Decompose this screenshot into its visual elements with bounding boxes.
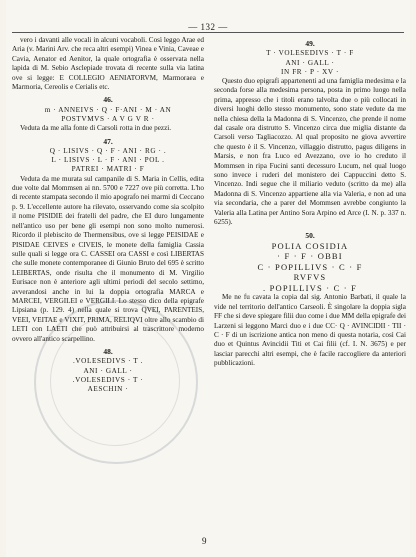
inscription-number: 46. <box>103 95 113 105</box>
paragraph: Questo duo epigrafi appartenenti ad una famiglia medesima e la seconda forse alla medesima persona, posta in primo luogo nella prima, appresso che i titoli erano talvolta due o più collocati in diversi luoghi dello stesso monumento, sono state vedute da me nella chiesa della la Madonna di S. Vincenzo, che prende il nome dal casale ora distrutto S. Vincenzo circa due miglia distante da Carsoli verso Tagliacozzo. Al qual proposito ne giova avvertire che questo è il S. Vincenzo, villaggio distrutto, pagus diligens in Marsis, e non fra Luco ed Avezzano, ove io ho creduto il Mommsen in ripa Fucini santi decessuro Lucum, nel qual luogo sono invece i ruderi del monistero dei Cappuccini detto S. Vincenzo. Indi segue che il miliario veduto (scritto da me) alla Madonna di S. Vincenzo appartiene alla via Valeria, e non ad una via secondaria, che a parer del Mommsen avrebbe congiunto la Valeria alla Latina per Antino Sora Arpino ed Arce (I. N. p. 337 n. 6255). <box>214 77 406 227</box>
inscription-line: .VOLESEDIVS · T . <box>72 357 144 366</box>
paragraph: Veduta da me alla fonte di Carsoli rotta in due pezzi. <box>20 124 172 133</box>
inscription-line: T · VOLESEDIVS · T · F <box>266 49 354 58</box>
inscription-line: .VOLESEDIVS · T · <box>72 375 144 384</box>
footer-mark: 9 <box>202 536 207 546</box>
page-number: — 132 — <box>188 22 228 32</box>
inscription-number: 49. <box>305 39 315 48</box>
paragraph: Me ne fu cavata la copia dal sig. Antonio Barbati, il quale la vide nel territorio dell'antico Carseoli. È singolare la doppia sigla FF che si deve spiegare filii duo come i due MM della epigrafe dei Larzeni si leggono Marci duo e i due CC· Q · AVINCIDII · TII · C · F di un iscrizione antica non meno di questa notaria, così Cai duo et Quintus Avincidii Titi et Cai filii (cf. I. N. 3675) e per lasciar parecchi altri esempi, che è facile raccogliere da anteriori pubblicazioni. <box>214 293 406 368</box>
inscription-line: ANI · GALL · <box>285 58 335 67</box>
inscription-line: IN FR · P · XV · <box>281 67 339 76</box>
paragraph: Veduta da me murata sul campanile di S. Maria in Cellis, edita due volte dal Mommsen ai nn. 5700 e 7227 ove più corretta. L'ho di recente stampata secondo il mio apografo nei marmi di Ceccano p. 9. L'eccellente autore ha rilevato, osservando come sia scolpito il nome PISIDIE dei fratelli del padre, che EI duro lungamente nell'antico uso per bene gli esempi non sono molto numerosi. Ricordo il plebiscito de Thermensibus, ove si legge PEISIDAE e PISIDAE CEIVES e CIVEIS, le monete della famiglia Cassia sulle quali si legge ora C. CASSEI ora CASSI e così LIBERTAS che sulle monete contemporanee di Giunio Bruto del 695 è scritto LEIBERTAS, onde risulta che il monumento di M. Virgilio Eurisace non è anteriore agli ultimi periodi del secolo settimo, avverandosi anche in lui la doppia ortografia MARCA e MARCEI, VERGILEI e VERGILI. Lo stesso dico della epigrafe Lipsiana (p. 129. 4) nella quale si trova QVEI, PARENTEIS, VEEI, VEITAE e VIXIT, PRIMA, RELIQVI oltre allo scambio di LETI con LAETI che può attribuirsi al trascrittore moderno ovvero all'antico scarpellino. <box>12 174 204 343</box>
inscription-line: C · POPILLIVS · C · F <box>257 261 363 272</box>
inscription-line: RVFVS <box>293 272 327 283</box>
inscription-number: 50. <box>305 230 315 240</box>
inscription-line: POSTVMVS · A V G V R · <box>61 115 155 124</box>
inscription-number: 48. <box>103 346 113 356</box>
left-column <box>12 36 204 394</box>
document-page <box>6 0 410 557</box>
inscription-line: POLIA COSIDIA <box>271 240 349 251</box>
inscription-line: . POPILLIVS · C · F <box>262 282 358 293</box>
paragraph: vero i davanti alle vocali in alcuni vocaboli. Così leggo Arae ed Aria (v. Marini Arv. che reca altri esempi) Vinea e Vinia, Caveae e Cavia, Aenator ed Aenitor, la quale ortografia è osservata nella lapida di M. Sebio Asclepiade trovata di recente sulla via latina ove si legge: E COLLEGIO AENIATORVM, Marmoraea e Marmoria, Cereolis e Cerialis etc. <box>12 36 204 92</box>
inscription-line: PATREI · MATRI · F <box>71 165 145 174</box>
inscription-line: Q · LISIVS · Q · F · ANI · RG · . <box>49 147 167 156</box>
inscription-line: L · LISIVS · L · F · ANI · POL . <box>51 156 165 165</box>
right-column <box>214 36 406 371</box>
inscription-line: ANI · GALL · <box>83 366 133 375</box>
inscription-line: m · ANNEIVS · Q · F·ANI · M · AN <box>44 105 172 114</box>
inscription-line: AESCHIN · <box>87 385 129 393</box>
inscription-number: 47. <box>103 136 113 146</box>
header-rule <box>12 32 404 33</box>
inscription-line: · F · F · OBBI <box>277 251 343 262</box>
